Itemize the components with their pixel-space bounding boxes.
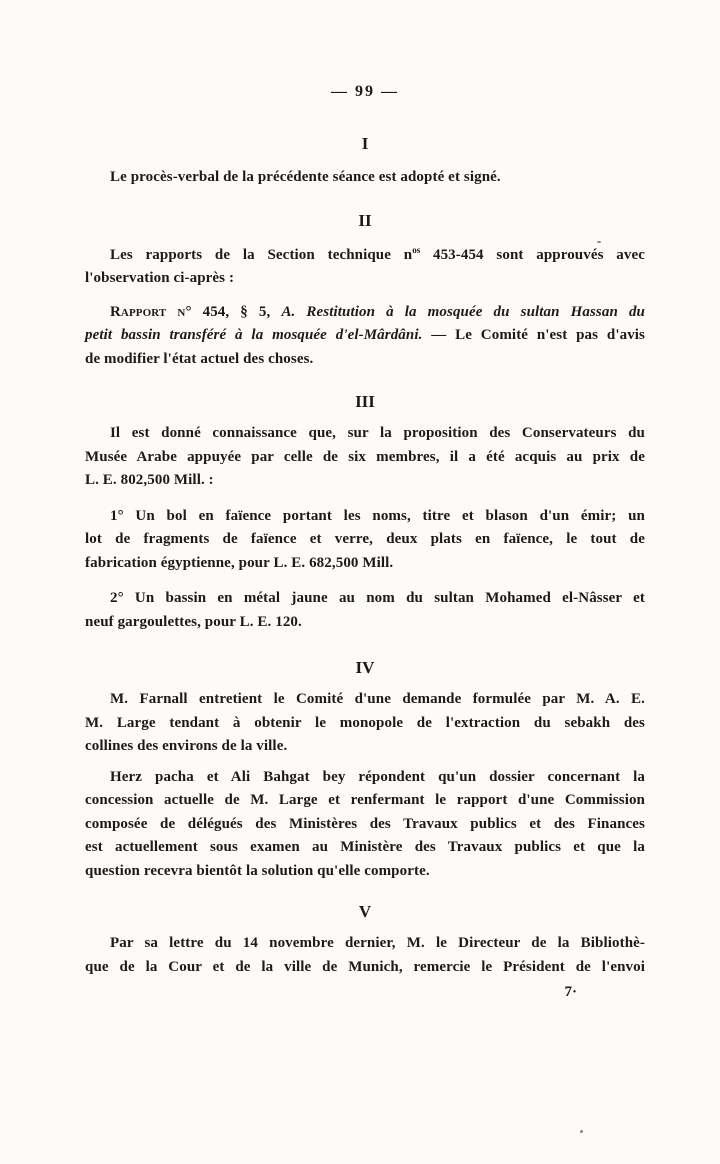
signature-mark: 7· (564, 984, 577, 1000)
section-i-heading: I (361, 134, 369, 153)
text-line: neuf gargoulettes, pour L. E. 120. (85, 613, 302, 630)
text-line: question recevra bientôt la solution qu'elle comporte. (85, 862, 430, 879)
paragraph (85, 766, 645, 884)
paragraph-item-2 (85, 587, 645, 634)
text-segment: Les rapports de la Section technique n (110, 246, 413, 263)
text-segment: — Le Comité n'est pas d'avis (422, 327, 645, 343)
text-line: composée de délégués des Ministères des Travaux publics et des Finances (85, 815, 645, 832)
text-line: Herz pacha et Ali Bahgat bey répondent qu'un dossier concernant la (110, 768, 645, 785)
italic-title-segment: A. Restitution à la mosquée du sultan Hassan du (281, 303, 645, 320)
italic-title-segment: petit bassin transféré à la mosquée d'el-Mârdâni. (85, 327, 423, 343)
text-line: Musée Arabe appuyée par celle de six membres, il a été acquis au prix de (85, 448, 645, 465)
section-iv-heading: IV (355, 658, 375, 677)
scan-speck (580, 1130, 583, 1133)
section-iii-heading: III (355, 392, 375, 411)
text-segment: 454, § 5, (191, 303, 282, 320)
paragraph-item-1 (85, 505, 645, 576)
text-line: que de la Cour et de la ville de Munich, remercie le Président de l'envoi (85, 958, 645, 975)
paragraph (85, 688, 645, 759)
scan-speck (597, 241, 601, 243)
text-line: L. E. 802,500 Mill. : (85, 472, 214, 488)
text-line (85, 324, 645, 348)
text-line: l'observation ci-après : (85, 270, 235, 286)
document-page (85, 82, 645, 1001)
text-line: fabrication égyptienne, pour L. E. 682,500 Mill. (85, 554, 394, 571)
rapport-smallcaps: Rapport n° (110, 303, 192, 320)
superscript-os: os (412, 244, 421, 255)
text-line: est actuellement sous examen au Ministère des Travaux publics et que la (85, 839, 645, 855)
text-line (85, 301, 645, 325)
text-line: 1° Un bol en faïence portant les noms, titre et blason d'un émir; un (110, 507, 645, 524)
paragraph (85, 932, 645, 979)
text-line: 2° Un bassin en métal jaune au nom du sultan Mohamed el-Nâsser et (110, 590, 645, 606)
text-line: Il est donné connaissance que, sur la proposition des Conservateurs du (110, 425, 645, 441)
text-line: concession actuelle de M. Large et renfermant le rapport d'une Commission (85, 792, 645, 808)
paragraph (85, 239, 645, 291)
paragraph-rapport (85, 301, 645, 372)
text-line: M. Farnall entretient le Comité d'une demande formulée par M. A. E. (110, 691, 645, 707)
text-line (85, 239, 645, 268)
text-line: lot de fragments de faïence et verre, deux plats en faïence, le tout de (85, 531, 645, 547)
text-segment: 453-454 sont approuvés avec (420, 246, 646, 263)
text-line: de modifier l'état actuel des choses. (85, 350, 314, 367)
section-v-heading: V (358, 902, 372, 921)
text-line: collines des environs de la ville. (85, 738, 288, 754)
paragraph (85, 166, 645, 190)
paragraph (85, 422, 645, 493)
text-line: Le procès-verbal de la précédente séance est adopté et signé. (110, 169, 501, 185)
text-line: Par sa lettre du 14 novembre dernier, M. le Directeur de la Bibliothè- (110, 935, 645, 951)
page-number: — 99 — (331, 83, 399, 100)
section-ii-heading: II (358, 210, 372, 230)
text-line: M. Large tendant à obtenir le monopole de l'extraction du sebakh des (85, 714, 645, 731)
